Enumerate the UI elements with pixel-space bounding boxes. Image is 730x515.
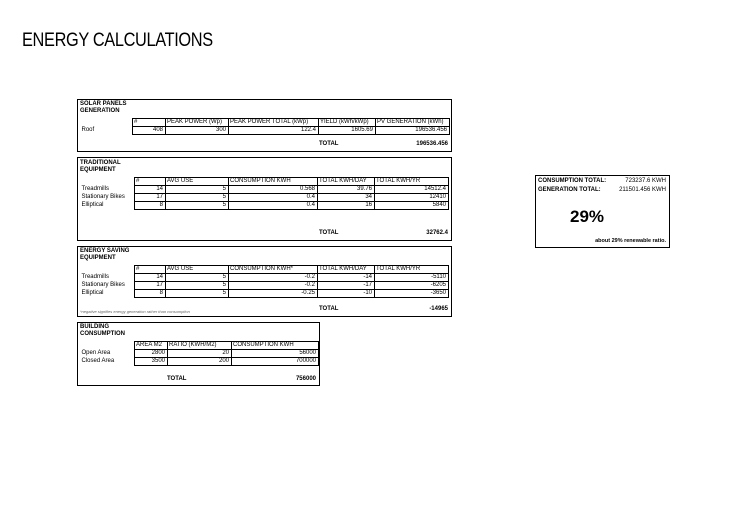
building-header: BUILDING CONSUMPTION — [80, 324, 125, 337]
col-count: # — [132, 119, 165, 127]
table-row: Roof 408 300 122.4 1605.69 196536.456 — [81, 127, 447, 133]
table-row: Closed Area 3500 200 700000 — [81, 358, 316, 364]
solar-total-label: TOTAL — [319, 141, 339, 147]
consumption-total-value: 723237.6 KWH — [625, 178, 666, 184]
col-yield: YIELD (kWh/kWp) — [318, 119, 375, 127]
saving-total-label: TOTAL — [319, 306, 339, 312]
col-pv-generation: PV GENERATION (kWh) — [375, 119, 449, 127]
energy-saving-equipment-box — [77, 246, 452, 317]
building-total-value: 756000 — [295, 376, 316, 382]
solar-header: SOLAR PANELS GENERATION — [80, 101, 127, 114]
table-row: Elliptical 8 5 0.4 16 5840 — [81, 202, 446, 208]
table-row: Elliptical 8 5 -0.25 -10 -3650 — [81, 290, 446, 296]
traditional-total-value: 32762.4 — [426, 230, 448, 236]
negative-note: *negative signifies energy generation rather than consumption — [80, 309, 190, 314]
col-peak-power-total: PEAK POWER TOTAL (kWp) — [228, 119, 318, 127]
row-label: Roof — [81, 127, 95, 133]
summary-box — [535, 175, 670, 248]
building-header-row: AREA M2 RATIO (KWH/M2) CONSUMPTION KWH — [80, 342, 318, 350]
solar-panels-box — [77, 99, 452, 152]
table-row: Treadmills 14 5 -0.2 -14 -5110 — [81, 274, 446, 280]
table-row: Stationary Bikes 17 5 0.4 34 12410 — [81, 194, 446, 200]
consumption-total-label: CONSUMPTION TOTAL: — [538, 178, 607, 184]
solar-table — [80, 118, 450, 135]
building-table — [80, 341, 319, 366]
traditional-total-label: TOTAL — [319, 230, 339, 236]
traditional-equipment-box — [77, 157, 452, 241]
solar-header-row — [80, 119, 449, 127]
renewable-percent: 29% — [570, 207, 605, 226]
generation-total-label: GENERATION TOTAL: — [538, 187, 601, 193]
building-consumption-box — [77, 322, 320, 386]
page-title: ENERGY CALCULATIONS — [22, 30, 213, 51]
building-total-label: TOTAL — [167, 376, 187, 382]
traditional-table — [80, 177, 449, 210]
col-peak-power: PEAK POWER (Wp) — [165, 119, 228, 127]
saving-header-row: # AVG USE CONSUMPTION KWH* TOTAL KWH/DAY TOTAL KWH/YR — [80, 266, 448, 274]
saving-table — [80, 265, 449, 298]
renewable-caption: about 29% renewable ratio. — [595, 238, 666, 244]
table-row: Open Area 2800 20 56000 — [81, 350, 316, 356]
traditional-header-row: # AVG USE CONSUMPTION KWH TOTAL KWH/DAY TOTAL KWH/YR — [80, 178, 448, 186]
solar-total-value: 196536.456 — [416, 141, 448, 147]
saving-header: ENERGY SAVING EQUIPMENT — [80, 248, 130, 261]
table-row: Treadmills 14 5 0.568 39.76 14512.4 — [81, 186, 446, 192]
generation-total-value: 211501.456 KWH — [619, 187, 666, 193]
table-row: Stationary Bikes 17 5 -0.2 -17 -6205 — [81, 282, 446, 288]
traditional-header: TRADITIONAL EQUIPMENT — [80, 160, 121, 173]
saving-total-value: -14965 — [429, 306, 448, 312]
